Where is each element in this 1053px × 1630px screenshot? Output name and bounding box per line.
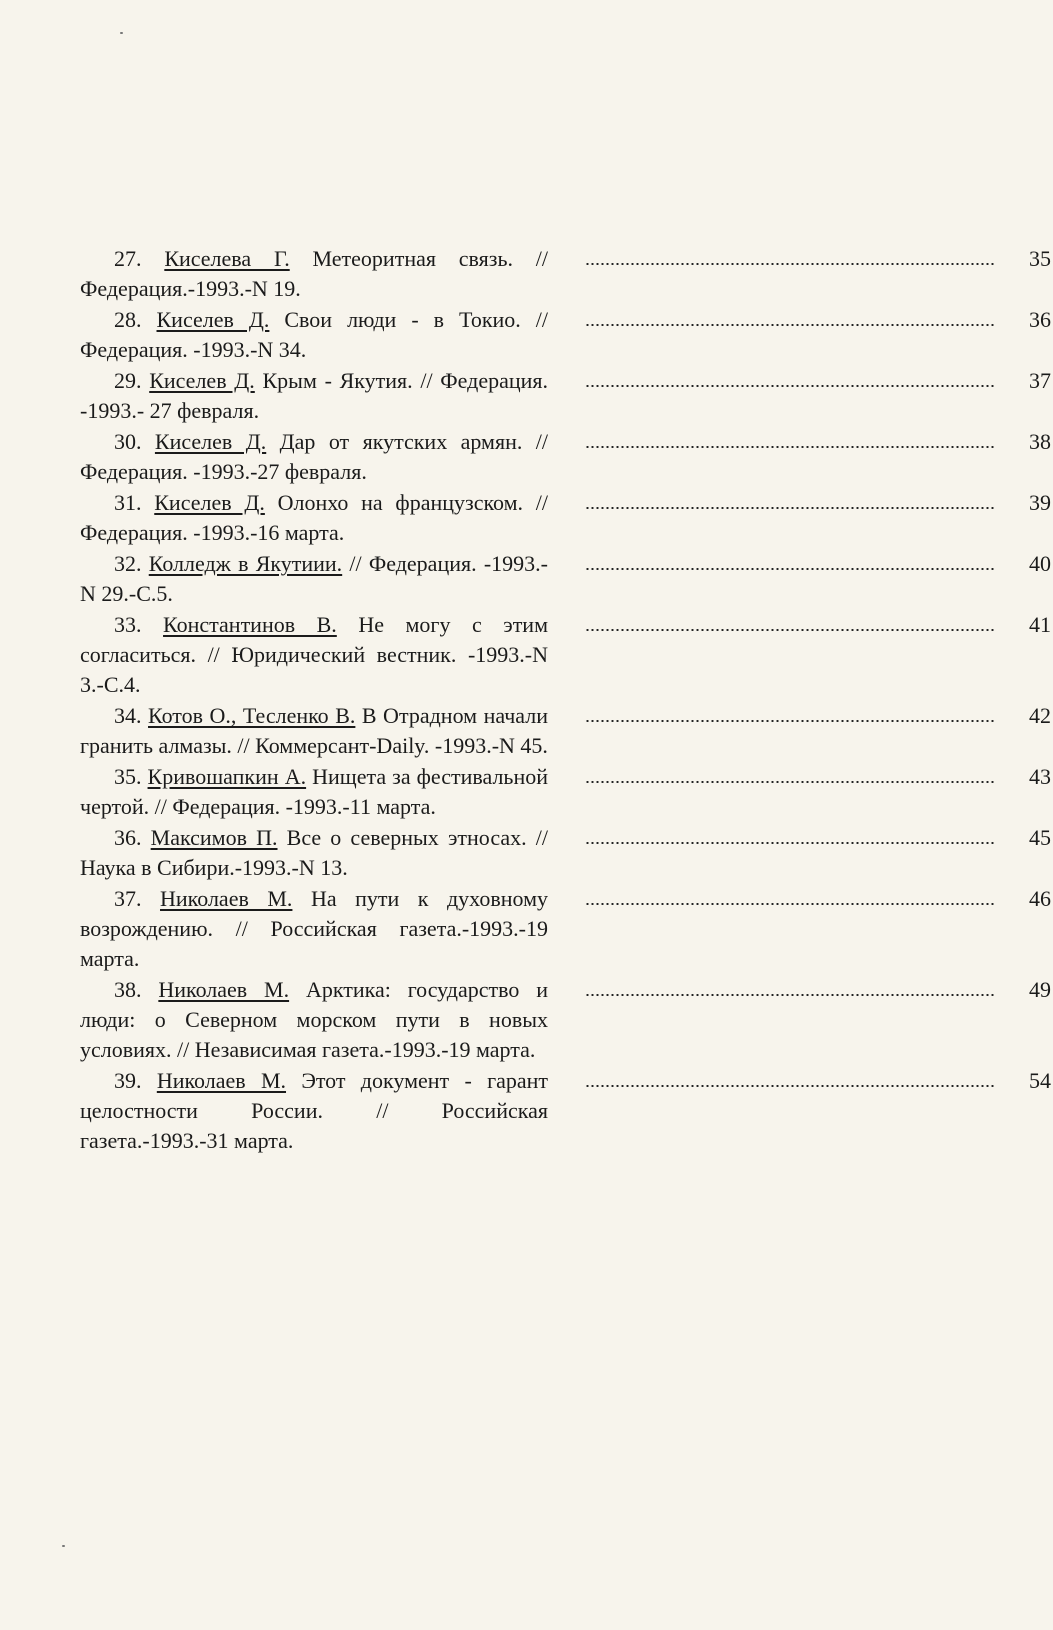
dot-leader [585,610,1051,640]
bibliography-entry-31 [80,488,1051,548]
entry-author: Николаев М. [156,1068,287,1093]
entry-author: Колледж в Якутиии. [148,551,343,576]
dot-leader [585,1066,1051,1096]
entry-number: 33. [114,612,142,637]
entry-number: 27. [114,246,142,271]
page-number: 49 [1029,977,1051,1002]
entry-author: Киселев Д. [154,429,267,454]
page-number: 54 [1029,1068,1051,1093]
page-number: 39 [1029,490,1051,515]
bibliography-list [80,244,1051,1157]
entry-text: Метеоритная связь. // Федерация.-1993.-N 19. [80,246,549,301]
page-number: 36 [1029,307,1051,332]
dot-leader [585,488,1051,518]
entry-text: На пути к духовному возрождению. // Российская газета.-1993.-19 марта. [80,886,549,971]
entry-text: Не могу с этим согласиться. // Юридический вестник. -1993.-N 3.-С.4. [80,612,548,697]
entry-number: 32. [114,551,142,576]
dot-leader [585,975,1051,1005]
bibliography-entry-34 [80,701,1051,761]
entry-author: Киселев Д. [156,307,270,332]
entry-text: Крым - Якутия. // Федерация. -1993.- 27 февраля. [80,368,549,423]
dot-leader [585,366,1051,396]
bibliography-entry-35 [80,762,1051,822]
entry-text: В Отрадном начали гранить алмазы. // Коммерсант-Daily. -1993.-N 45. [80,703,549,758]
entry-author: Кривошапкин А. [147,764,307,789]
bibliography-entry-37 [80,884,1051,974]
dot-leader [585,549,1051,579]
entry-number: 37. [114,886,142,911]
entry-author: Котов О., Тесленко В. [148,703,356,728]
page-number: 46 [1029,886,1051,911]
dot-leader [585,823,1051,853]
dot-leader [585,884,1051,914]
entry-author: Киселева Г. [164,246,290,271]
scan-speck [62,1545,65,1547]
page-number: 37 [1029,368,1051,393]
bibliography-entry-27 [80,244,1051,304]
bibliography-entry-33 [80,610,1051,700]
bibliography-entry-36 [80,823,1051,883]
bibliography-entry-38 [80,975,1051,1065]
entry-number: 34. [114,703,142,728]
dot-leader [585,427,1051,457]
page-number: 38 [1029,429,1051,454]
dot-leader [585,244,1051,274]
entry-text: Арктика: государство и люди: о Северном морском пути в новых условиях. // Независимая газета.-1993.-19 марта. [80,977,548,1062]
page-number: 35 [1029,246,1051,271]
bibliography-entry-39 [80,1066,1051,1156]
entry-author: Максимов П. [150,825,278,850]
entry-text: Этот документ - гарант целостности России. // Российская газета.-1993.-31 марта. [80,1068,549,1153]
entry-text: Свои люди - в Токио. // Федерация. -1993.-N 34. [80,307,548,362]
bibliography-entry-28 [80,305,1051,365]
entry-text: Все о северных этносах. // Наука в Сибири.-1993.-N 13. [80,825,549,880]
bibliography-entry-30 [80,427,1051,487]
entry-text: Олонхо на французском. // Федерация. -1993.-16 марта. [80,490,548,545]
entry-number: 29. [114,368,142,393]
entry-text: Дар от якутских армян. // Федерация. -1993.-27 февраля. [80,429,549,484]
page-number: 42 [1029,703,1051,728]
page-number: 43 [1029,764,1051,789]
page-number: 45 [1029,825,1051,850]
entry-author: Киселев Д. [154,490,265,515]
entry-number: 28. [114,307,142,332]
entry-number: 35. [114,764,142,789]
entry-text: // Федерация. -1993.-N 29.-С.5. [80,551,548,606]
dot-leader [585,305,1051,335]
entry-number: 31. [114,490,142,515]
page-number: 40 [1029,551,1051,576]
scan-speck [120,32,123,34]
entry-author: Николаев М. [158,977,290,1002]
entry-number: 36. [114,825,142,850]
page-number: 41 [1029,612,1051,637]
entry-number: 38. [114,977,142,1002]
entry-number: 39. [114,1068,142,1093]
entry-text: Нищета за фестивальной чертой. // Федерация. -1993.-11 марта. [80,764,549,819]
bibliography-entry-32 [80,549,1051,609]
dot-leader [585,762,1051,792]
entry-number: 30. [114,429,142,454]
bibliography-entry-29 [80,366,1051,426]
entry-author: Киселев Д. [149,368,255,393]
entry-author: Константинов В. [163,612,337,637]
entry-author: Николаев М. [160,886,293,911]
dot-leader [585,701,1051,731]
